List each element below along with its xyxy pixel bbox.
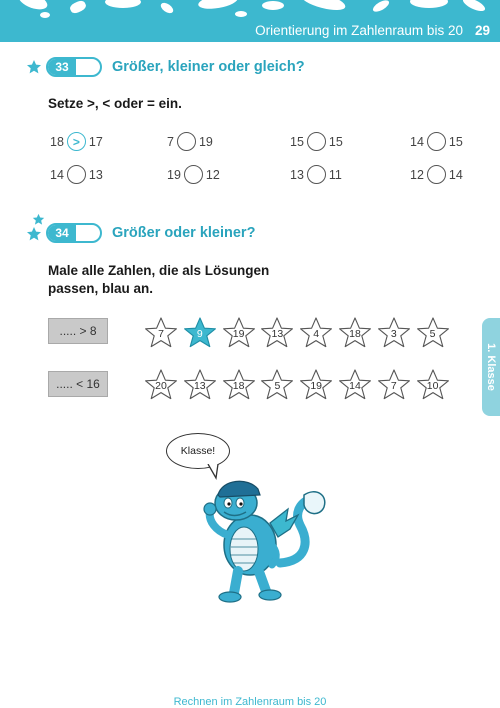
right-number: 13 xyxy=(88,167,103,182)
exercise-number-badge xyxy=(46,223,102,243)
condition-box: ..... > 8 xyxy=(48,318,108,344)
instruction-line: Male alle Zahlen, die als Lösungen xyxy=(48,263,270,278)
star-number: 10 xyxy=(426,380,439,392)
exercise-instruction xyxy=(48,262,269,298)
number-star[interactable] xyxy=(259,316,295,350)
speech-text: Klasse! xyxy=(180,445,216,457)
instruction-line: passen, blau an. xyxy=(48,281,154,296)
left-number: 19 xyxy=(167,167,181,182)
left-number: 18 xyxy=(50,134,64,149)
number-star[interactable] xyxy=(143,368,179,402)
left-number: 14 xyxy=(50,167,64,182)
condition-box: ..... < 16 xyxy=(48,371,108,397)
dragon-illustration xyxy=(188,465,338,610)
number-star[interactable] xyxy=(376,368,412,402)
number-star[interactable] xyxy=(298,368,334,402)
star-icon xyxy=(32,213,45,226)
star-number: 4 xyxy=(313,328,320,340)
left-number: 12 xyxy=(410,167,424,182)
number-star[interactable] xyxy=(337,316,373,350)
right-number: 17 xyxy=(88,134,103,149)
number-star[interactable] xyxy=(182,316,218,350)
comparison-item xyxy=(410,132,463,151)
comparison-item xyxy=(167,132,213,151)
star-number: 7 xyxy=(158,328,164,340)
number-star[interactable] xyxy=(376,316,412,350)
comparison-item xyxy=(290,132,343,151)
star-number: 20 xyxy=(155,380,167,392)
star-number: 19 xyxy=(232,328,245,340)
answer-circle[interactable] xyxy=(307,165,326,184)
comparison-item xyxy=(410,165,463,184)
right-number: 12 xyxy=(205,167,220,182)
number-star[interactable] xyxy=(298,316,334,350)
right-number: 15 xyxy=(328,134,343,149)
grade-side-tab xyxy=(482,318,500,416)
star-number: 9 xyxy=(196,328,203,340)
comparison-item xyxy=(50,165,103,184)
star-number: 13 xyxy=(271,328,284,340)
exercise-number: 34 xyxy=(48,225,76,241)
answer-circle[interactable] xyxy=(184,165,203,184)
footer-title: Rechnen im Zahlenraum bis 20 xyxy=(173,696,327,708)
star-number: 5 xyxy=(274,380,281,392)
left-number: 7 xyxy=(167,134,174,149)
exercise-title: Größer oder kleiner? xyxy=(112,225,256,241)
star-icon xyxy=(26,226,42,242)
star-number: 13 xyxy=(193,380,206,392)
star-icon xyxy=(26,59,42,75)
comparison-item xyxy=(50,132,103,151)
answer-circle[interactable]: > xyxy=(67,132,86,151)
star-number: 18 xyxy=(349,328,361,340)
exercise-number-badge xyxy=(46,57,102,77)
answer-circle[interactable] xyxy=(67,165,86,184)
right-number: 19 xyxy=(198,134,213,149)
right-number: 14 xyxy=(448,167,463,182)
number-star[interactable] xyxy=(221,368,257,402)
star-number: 5 xyxy=(429,328,436,340)
number-star[interactable] xyxy=(337,368,373,402)
number-star[interactable] xyxy=(221,316,257,350)
star-number: 18 xyxy=(232,380,245,392)
page-number: 29 xyxy=(474,22,490,38)
star-number: 3 xyxy=(390,328,397,340)
number-star[interactable] xyxy=(182,368,218,402)
header-title xyxy=(255,18,490,42)
exercise-instruction: Setze >, < oder = ein. xyxy=(48,96,182,111)
left-number: 15 xyxy=(290,134,304,149)
exercise-number: 33 xyxy=(48,59,76,75)
comparison-item xyxy=(167,165,220,184)
answer-circle[interactable] xyxy=(427,165,446,184)
left-number: 14 xyxy=(410,134,424,149)
right-number: 11 xyxy=(328,167,342,182)
star-number: 7 xyxy=(390,380,397,392)
exercise-33-header xyxy=(46,57,305,77)
header-band xyxy=(0,0,500,42)
star-number: 19 xyxy=(310,380,323,392)
number-star[interactable] xyxy=(259,368,295,402)
left-number: 13 xyxy=(290,167,304,182)
answer-circle[interactable] xyxy=(427,132,446,151)
chapter-title: Orientierung im Zahlenraum bis 20 xyxy=(255,22,463,38)
comparison-item xyxy=(290,165,342,184)
right-number: 15 xyxy=(448,134,463,149)
grade-label: 1. Klasse xyxy=(485,343,497,391)
star-number: 14 xyxy=(349,380,361,392)
number-star[interactable] xyxy=(415,316,451,350)
number-star[interactable] xyxy=(415,368,451,402)
exercise-34-header xyxy=(46,223,255,243)
number-star[interactable] xyxy=(143,316,179,350)
answer-circle[interactable] xyxy=(177,132,196,151)
exercise-title: Größer, kleiner oder gleich? xyxy=(112,59,305,75)
answer-circle[interactable] xyxy=(307,132,326,151)
